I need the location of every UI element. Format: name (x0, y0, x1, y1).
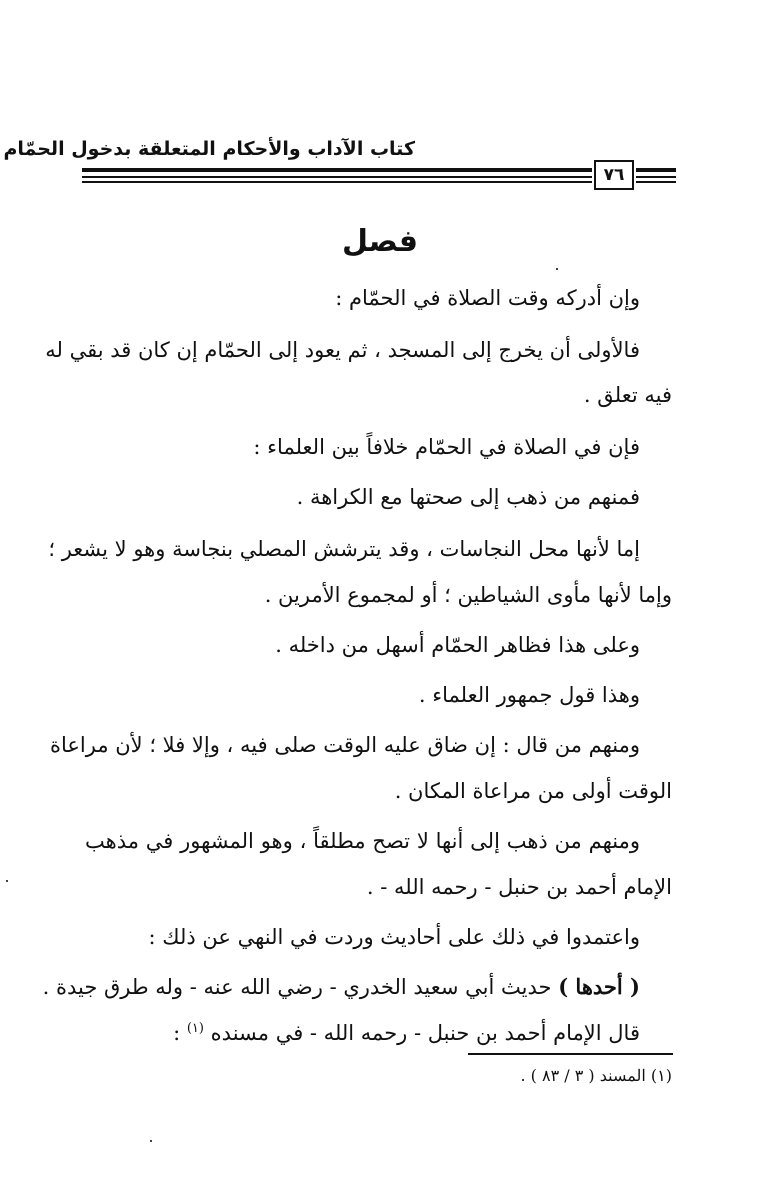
body-line: الإمام أحمد بن حنبل - رحمه الله - . (366, 875, 672, 899)
body-line: وعلى هذا فظاهر الحمّام أسهل من داخله . (275, 633, 640, 657)
body-line: فيه تعلق . (583, 383, 672, 407)
last-line (173, 1018, 640, 1048)
body-line: فإن في الصلاة في الحمّام خلافاً بين العلماء : (253, 435, 640, 459)
hadith-text: حديث أبي سعيد الخدري - رضي الله عنه - وله طرق جيدة . (42, 975, 552, 999)
header-rule-right-thin-lower (636, 181, 676, 183)
body-line: فالأولى أن يخرج إلى المسجد ، ثم يعود إلى الحمّام إن كان قد بقي له (45, 338, 640, 362)
body-line: وإما لأنها مأوى الشياطين ؛ أو لمجموع الأمرين . (264, 583, 672, 607)
body-line: ومنهم من قال : إن ضاق عليه الوقت صلى فيه ، وإلا فلا ؛ لأن مراعاة (49, 733, 640, 757)
header-rule-thick (82, 168, 592, 172)
footnote-rule (468, 1053, 673, 1055)
body-line: إما لأنها محل النجاسات ، وقد يترشش المصلي بنجاسة وهو لا يشعر ؛ (48, 537, 640, 561)
page-number: ٧٦ (594, 160, 634, 190)
scan-speck (6, 880, 8, 882)
header-rule-right-thick (636, 168, 676, 172)
body-line: فمنهم من ذهب إلى صحتها مع الكراهة . (296, 485, 640, 509)
header-rule-thin-lower (82, 181, 592, 183)
section-heading: فصل (342, 224, 418, 259)
footnote-reference: (١) (186, 1021, 204, 1036)
running-title: كتاب الآداب والأحكام المتعلقة بدخول الحمّام (3, 138, 415, 160)
body-line: وإن أدركه وقت الصلاة في الحمّام : (335, 286, 640, 310)
body-line: وهذا قول جمهور العلماء . (418, 683, 640, 707)
hadith-label: ( أحدها ) (558, 974, 640, 999)
footnote: (١) المسند ( ٣ / ٨٣ ) . (520, 1066, 672, 1085)
body-line: ومنهم من ذهب إلى أنها لا تصح مطلقاً ، وهو المشهور في مذهب (85, 829, 640, 853)
hadith-line (43, 972, 640, 1002)
body-line: الوقت أولى من مراعاة المكان . (394, 779, 672, 803)
scan-speck (556, 268, 558, 270)
body-line: واعتمدوا في ذلك على أحاديث وردت في النهي عن ذلك : (148, 925, 640, 949)
last-line-colon: : (173, 1021, 181, 1045)
header-rule-right-thin (636, 176, 676, 178)
header-rule-thin (82, 176, 592, 178)
scan-speck (150, 1140, 152, 1142)
last-line-text: قال الإمام أحمد بن حنبل - رحمه الله - في مسنده (210, 1021, 640, 1045)
